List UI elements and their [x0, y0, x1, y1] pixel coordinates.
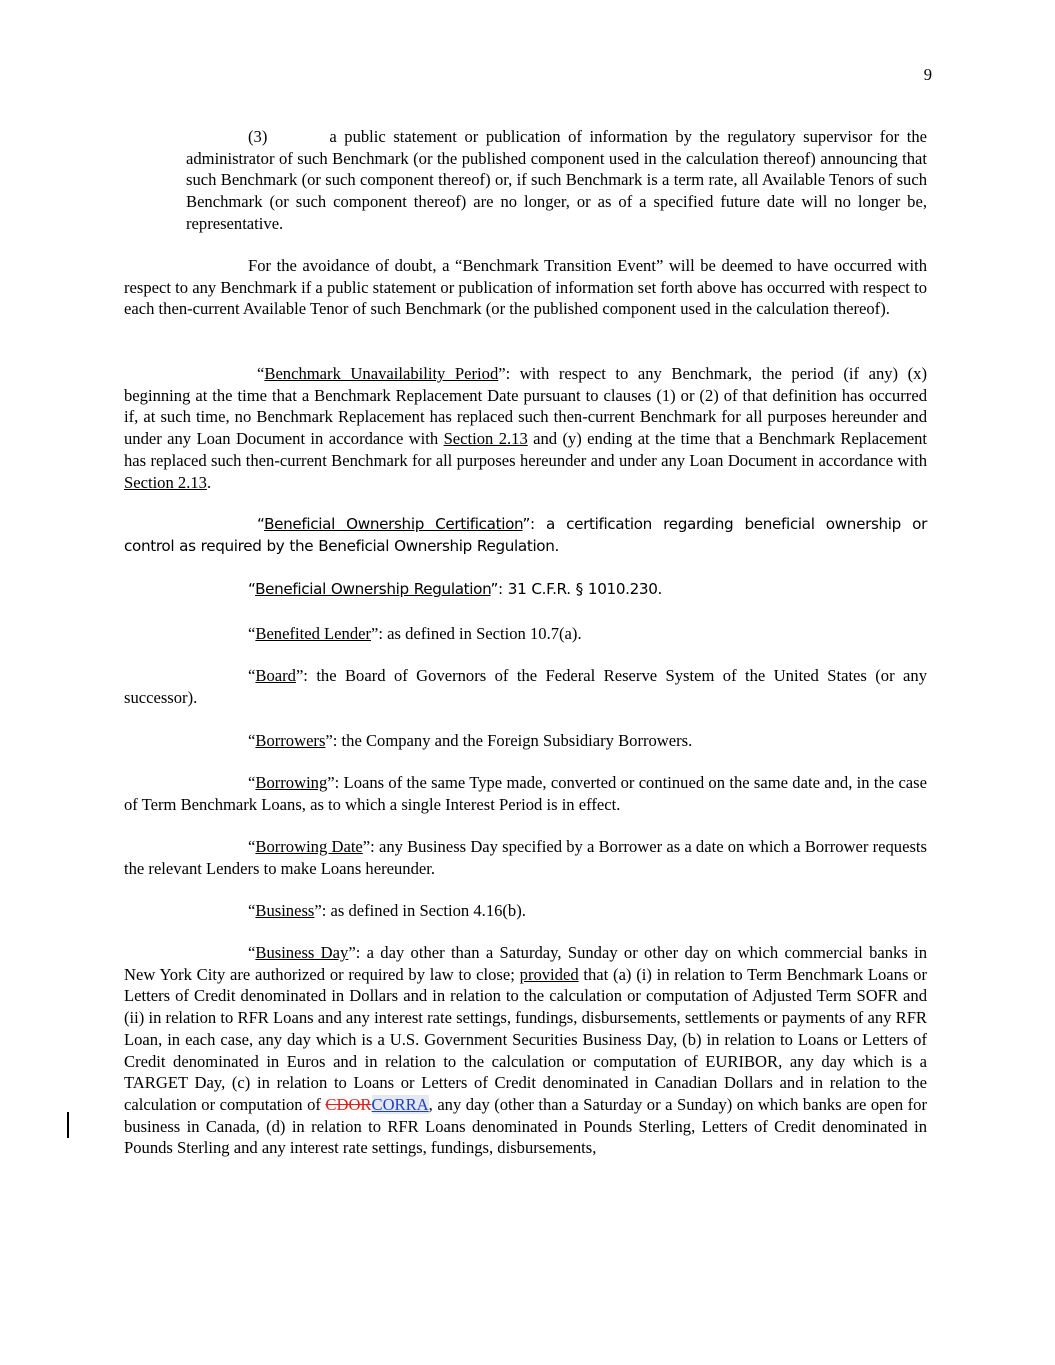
definition-text: ”: any Business Day specified by a Borrower as a date on which a Borrower requests the relevant Lenders to make Loans hereunder. — [124, 837, 927, 878]
definition-text: ”: as defined in Section 10.7(a). — [371, 624, 582, 643]
clause-3 — [186, 126, 927, 235]
definition-benchmark-unavailability-period: “Benchmark Unavailability Period”: with respect to any Benchmark, the period (if any) (x) beginning at the time that a Benchmark Replacement Date pursuant to clauses (1) or (2) of that definition has occurred if, at such time, no Benchmark Replacement has replaced such then-current Benchmark for all purposes hereunder and under any Loan Document in accordance with Section 2.13 and (y) ending at the time that a Benchmark Replacement has replaced such then-current Benchmark for all purposes hereunder and under any Loan Document in accordance with Section 2.13. — [124, 364, 927, 492]
definition-business: “Business”: as defined in Section 4.16(b). — [248, 901, 526, 920]
definition-text: that (a) (i) in relation to Term Benchmark Loans or Letters of Credit denominated in Dollars and in relation to the calculation or computation of Adjusted Term SOFR and (ii) in relation to RFR Loans and any interest rate settings, fundings, disbursements, settlements or payments of any RFR Loan, in each case, any day which is a U.S. Government Securities Business Day, (b) in relation to Loans or Letters of Credit denominated in Euros and in relation to the calculation or computation of EURIBOR, any day which is a TARGET Day, (c) in relation to Loans or Letters of Credit denominated in Canadian Dollars and in relation to the calculation or computation of — [124, 964, 928, 1114]
revision-change-bar — [67, 1112, 69, 1138]
inserted-text: CORRA — [371, 1094, 429, 1114]
page-number: 9 — [923, 65, 932, 84]
definition-business-day: “Business Day”: a day other than a Saturday, Sunday or other day on which commercial banks in New York City are authorized or required by law to close; provided that (a) (i) in relation to Term Benchmark Loans or Letters of Credit denominated in Dollars and in relation to the calculation or computation of Adjusted Term SOFR and (ii) in relation to RFR Loans and any interest rate settings, fundings, disbursements, settlements or payments of any RFR Loan, in each case, any day which is a U.S. Government Securities Business Day, (b) in relation to Loans or Letters of Credit denominated in Euros and in relation to the calculation or computation of EURIBOR, any day which is a TARGET Day, (c) in relation to Loans or Letters of Credit denominated in Canadian Dollars and in relation to the calculation or computation of CDORCORRA, any day (other than a Saturday or a Sunday) on which banks are open for business in Canada, (d) in relation to RFR Loans denominated in Pounds Sterling, Letters of Credit denominated in Pounds Sterling and any interest rate settings, fundings, disbursements, — [124, 943, 928, 1158]
term-benefited-lender: Benefited Lender — [255, 624, 372, 643]
definition-beneficial-ownership-regulation: “Beneficial Ownership Regulation”: 31 C.F.R. § 1010.230. — [248, 580, 663, 598]
definition-text: ”: the Board of Governors of the Federal Reserve System of the United States (or any successor). — [124, 666, 927, 707]
term-borrowers: Borrowers — [255, 731, 326, 750]
term-beneficial-ownership-certification: Beneficial Ownership Certification — [264, 515, 523, 533]
definition-text: , any day (other than a Saturday or a Sunday) on which banks are open for business in Canada, (d) in relation to RFR Loans denominated in Pounds Sterling, Letters of Credit denominated in Pounds Sterling and any interest rate settings, fundings, disbursements, — [124, 1094, 927, 1158]
definition-text: ”: the Company and the Foreign Subsidiary Borrowers. — [325, 731, 693, 750]
definition-benefited-lender: “Benefited Lender”: as defined in Section 10.7(a). — [248, 624, 582, 643]
definition-text: and (y) ending at the time that a Benchmark Replacement has replaced such then-current Benchmark for all purposes hereunder and under any Loan Document in accordance with — [124, 429, 927, 470]
definition-borrowers: “Borrowers”: the Company and the Foreign Subsidiary Borrowers. — [248, 731, 693, 750]
term-beneficial-ownership-regulation: Beneficial Ownership Regulation — [255, 580, 491, 598]
definition-board: “Board”: the Board of Governors of the Federal Reserve System of the United States (or any successor). — [124, 666, 927, 707]
term-borrowing-date: Borrowing Date — [255, 837, 363, 856]
definition-beneficial-ownership-certification: “Beneficial Ownership Certification”: a certification regarding beneficial ownership or control as required by the Beneficial Ownership Regulation. — [124, 515, 927, 555]
term-borrowing: Borrowing — [255, 773, 328, 792]
section-reference: Section 2.13 — [124, 472, 207, 492]
definition-text: ”: as defined in Section 4.16(b). — [314, 901, 526, 920]
clause-3-text: a public statement or publication of information by the regulatory supervisor for the administrator of such Benchmark (or the published component used in the calculation thereof) announcing that such Benchmark (or such component thereof) or, if such Benchmark is a term rate, all Available Tenors of such Benchmark (or such component thereof) are no longer, or as of a specified future date will no longer be, representative. — [186, 127, 927, 233]
clause-3-number: (3) — [248, 127, 268, 146]
avoidance-paragraph: For the avoidance of doubt, a “Benchmark Transition Event” will be deemed to have occurred with respect to any Benchmark if a public statement or publication of information set forth above has occurred with respect to each then-current Available Tenor of such Benchmark (or the published component used in the calculation thereof). — [124, 256, 927, 319]
definition-text: . — [206, 472, 212, 492]
term-business: Business — [255, 901, 315, 920]
deleted-text: CDOR — [325, 1094, 372, 1114]
term-board: Board — [255, 666, 296, 685]
definition-text: ”: Loans of the same Type made, converted or continued on the same date and, in the case of Term Benchmark Loans, as to which a single Interest Period is in effect. — [124, 773, 927, 814]
definition-text: ”: 31 C.F.R. § 1010.230. — [490, 580, 663, 598]
definition-text: ”: with respect to any Benchmark, the period (if any) (x) beginning at the time that a Benchmark Replacement Date pursuant to clauses (1) or (2) of that definition has occurred if, at such time, no Benchmark Replacement has replaced such then-current Benchmark for all purposes hereunder and under any Loan Document in accordance with — [124, 364, 927, 449]
definition-borrowing-date: “Borrowing Date”: any Business Day specified by a Borrower as a date on which a Borrower requests the relevant Lenders to make Loans hereunder. — [124, 837, 927, 878]
term-benchmark-unavailability-period: Benchmark Unavailability Period — [264, 364, 499, 383]
section-reference: Section 2.13 — [443, 429, 528, 449]
definition-text: ”: a certification regarding beneficial ownership or control as required by the Beneficial Ownership Regulation. — [124, 515, 927, 555]
definition-borrowing: “Borrowing”: Loans of the same Type made, converted or continued on the same date and, in the case of Term Benchmark Loans, as to which a single Interest Period is in effect. — [124, 773, 927, 814]
definition-text: ”: a day other than a Saturday, Sunday or other day on which commercial banks in New York City are authorized or required by law to close; — [124, 943, 927, 984]
term-business-day: Business Day — [255, 943, 349, 962]
provided-term: provided — [519, 964, 579, 984]
